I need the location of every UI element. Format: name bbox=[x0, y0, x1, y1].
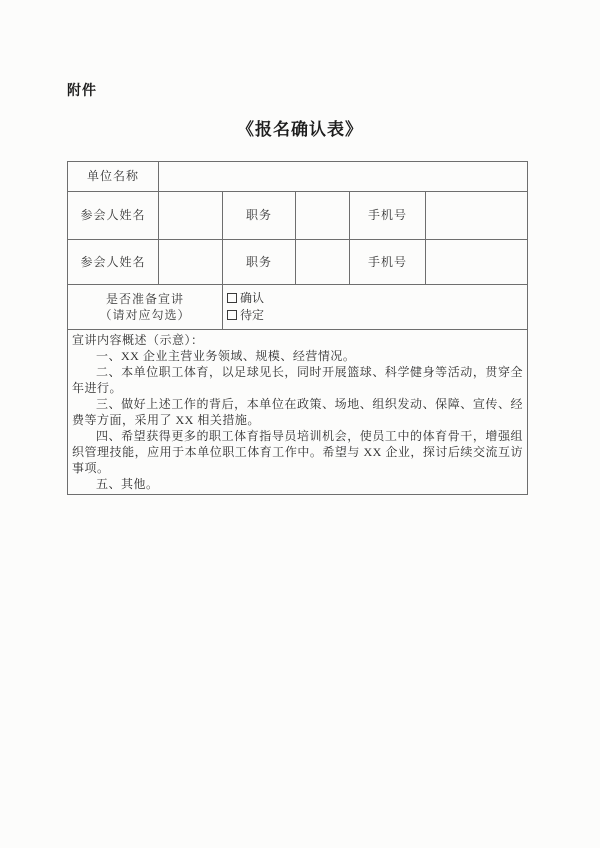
presentation-label-line2: （请对应勾选） bbox=[99, 308, 191, 322]
option-confirm-label: 确认 bbox=[240, 291, 265, 305]
participant-name-label: 参会人姓名 bbox=[68, 240, 159, 285]
position-value-cell bbox=[296, 240, 350, 285]
checkbox-icon bbox=[227, 293, 237, 303]
participant-name-value-cell bbox=[159, 192, 223, 240]
table-row-participant-2 bbox=[68, 240, 528, 285]
overview-heading: 宣讲内容概述（示意）： bbox=[72, 333, 204, 347]
overview-item: 三、做好上述工作的背后，本单位在政策、场地、组织发动、保障、宣传、经费等方面，采用了 XX 相关措施。 bbox=[72, 397, 524, 427]
position-label: 职务 bbox=[223, 192, 296, 240]
phone-label: 手机号 bbox=[350, 240, 426, 285]
participant-name-value-cell bbox=[159, 240, 223, 285]
presentation-options-cell bbox=[223, 285, 528, 330]
overview-item: 四、希望获得更多的职工体育指导员培训机会，使员工中的体育骨干，增强组织管理技能，应用于本单位职工体育工作中。希望与 XX 企业，探讨后续交流互访事项。 bbox=[72, 429, 524, 475]
position-value-cell bbox=[296, 192, 350, 240]
overview-item: 二、本单位职工体育，以足球见长，同时开展篮球、科学健身等活动，贯穿全年进行。 bbox=[72, 365, 524, 395]
overview-item: 五、其他。 bbox=[96, 477, 159, 491]
option-pending bbox=[227, 307, 523, 324]
participant-name-label: 参会人姓名 bbox=[68, 192, 159, 240]
table-row-unit-name bbox=[68, 162, 528, 192]
overview-cell bbox=[68, 330, 528, 495]
unit-name-value-cell bbox=[159, 162, 528, 192]
registration-table bbox=[67, 161, 528, 495]
table-row-participant-1 bbox=[68, 192, 528, 240]
table-row-overview bbox=[68, 330, 528, 495]
overview-item: 一、XX 企业主营业务领域、规模、经营情况。 bbox=[96, 349, 356, 363]
checkbox-icon bbox=[227, 310, 237, 320]
phone-value-cell bbox=[426, 240, 528, 285]
presentation-label-line1: 是否准备宣讲 bbox=[105, 291, 184, 306]
phone-label: 手机号 bbox=[350, 192, 426, 240]
presentation-label-cell bbox=[68, 285, 223, 330]
attachment-label: 附件 bbox=[67, 82, 97, 98]
table-row-presentation bbox=[68, 285, 528, 330]
position-label: 职务 bbox=[223, 240, 296, 285]
page-title: 《报名确认表》 bbox=[237, 120, 363, 139]
phone-value-cell bbox=[426, 192, 528, 240]
unit-name-label: 单位名称 bbox=[68, 162, 159, 192]
option-confirm bbox=[227, 290, 523, 307]
option-pending-label: 待定 bbox=[240, 308, 265, 322]
